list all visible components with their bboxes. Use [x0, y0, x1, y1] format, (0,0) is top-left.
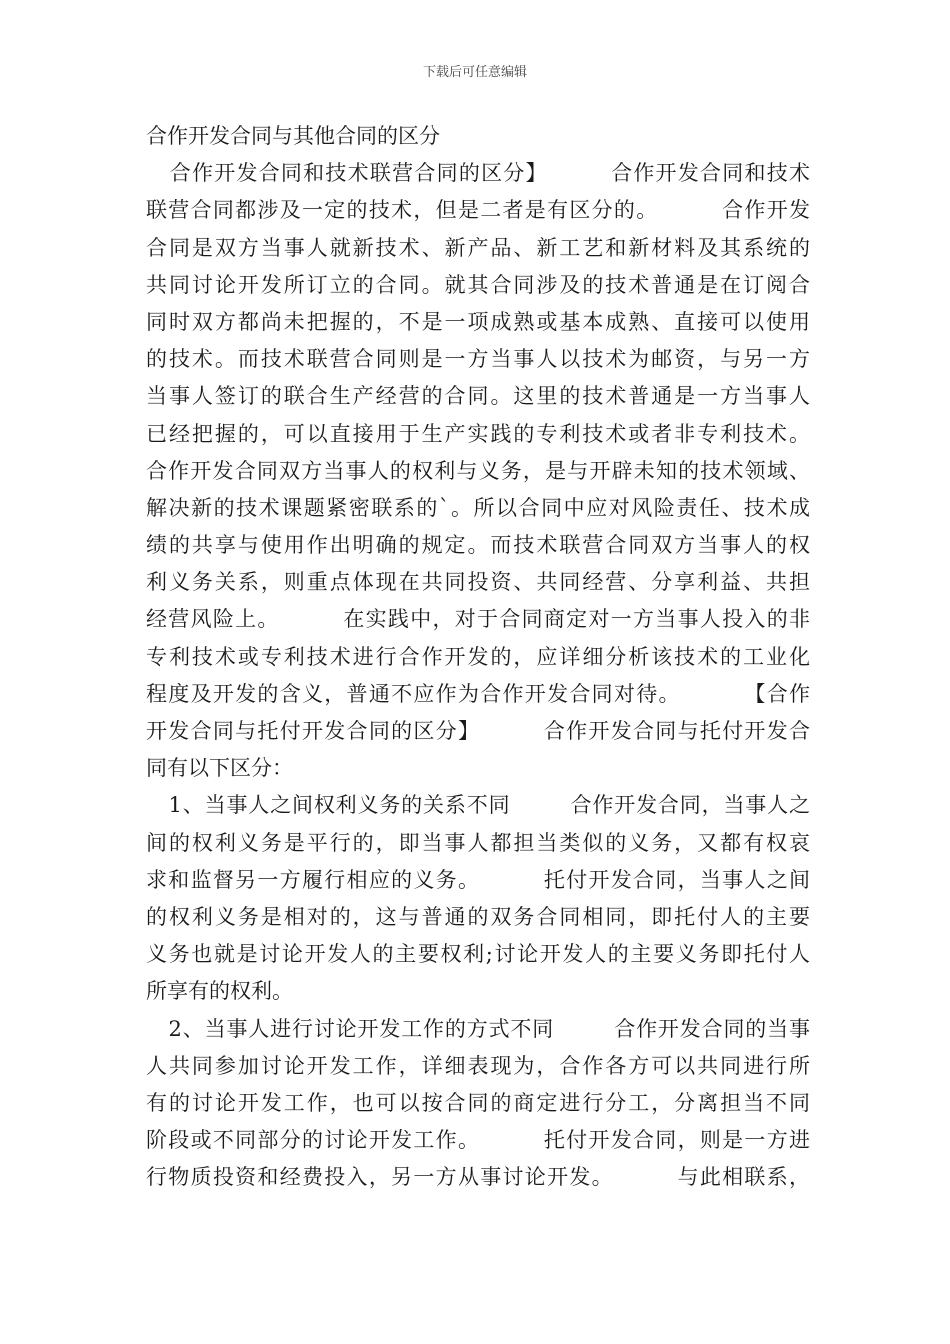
text-line: 有的讨论开发工作，也可以按合同的商定进行分工，分离担当不同	[146, 1090, 810, 1115]
text-line: 解决新的技术课题紧密联系的`。所以合同中应对风险责任、技术成	[146, 495, 810, 520]
text-line: 求和监督另一方履行相应的义务。 托付开发合同，当事人之间	[146, 867, 810, 892]
text-line: 利义务关系，则重点体现在共同投资、共同经营、分享利益、共担	[146, 570, 810, 595]
text-line: 行物质投资和经费投入，另一方从事讨论开发。 与此相联系，	[146, 1165, 810, 1190]
text-line: 的权利义务是相对的，这与普通的双务合同相同，即托付人的主要	[146, 904, 810, 929]
text-line: 2、当事人进行讨论开发工作的方式不同 合作开发合同的当事	[146, 1016, 810, 1041]
text-line: 人共同参加讨论开发工作，详细表现为，合作各方可以共同进行所	[146, 1053, 810, 1078]
document-body	[146, 118, 810, 1196]
text-line: 1、当事人之间权利义务的关系不同 合作开发合同，当事人之	[146, 793, 810, 818]
text-line: 开发合同与托付开发合同的区分】 合作开发合同与托付开发合	[146, 719, 810, 743]
text-line: 经营风险上。 在实践中，对于合同商定对一方当事人投入的非	[146, 607, 810, 632]
text-line: 已经把握的，可以直接用于生产实践的专利技术或者非专利技术。	[146, 421, 810, 446]
text-line: 合同是双方当事人就新技术、新产品、新工艺和新材料及其系统的	[146, 235, 810, 260]
document-title: 合作开发合同与其他合同的区分	[146, 124, 440, 148]
text-line: 合作开发合同和技术联营合同的区分】 合作开发合同和技术	[146, 161, 810, 186]
text-line: 合作开发合同双方当事人的权利与义务，是与开辟未知的技术领域、	[146, 458, 810, 483]
text-line: 间的权利义务是平行的，即当事人都担当类似的义务，又都有权哀	[146, 830, 810, 855]
text-line: 同有以下区分：	[146, 756, 293, 781]
text-line: 绩的共享与使用作出明确的规定。而技术联营合同双方当事人的权	[146, 533, 810, 558]
text-line: 所享有的权利。	[146, 979, 293, 1004]
text-line: 联营合同都涉及一定的技术，但是二者是有区分的。 合作开发	[146, 198, 810, 223]
text-line: 的技术。而技术联营合同则是一方当事人以技术为邮资，与另一方	[146, 347, 810, 372]
text-line: 阶段或不同部分的讨论开发工作。 托付开发合同，则是一方进	[146, 1128, 810, 1153]
text-line: 当事人签订的联合生产经营的合同。这里的技术普通是一方当事人	[146, 384, 810, 409]
text-line: 共同讨论开发所订立的合同。就其合同涉及的技术普通是在订阅合	[146, 272, 810, 297]
text-line: 程度及开发的含义，普通不应作为合作开发合同对待。 【合作	[146, 681, 810, 706]
header-note: 下载后可任意编辑	[422, 65, 527, 80]
text-line: 同时双方都尚未把握的，不是一项成熟或基本成熟、直接可以使用	[146, 309, 810, 334]
text-line: 专利技术或专利技术进行合作开发的，应详细分析该技术的工业化	[146, 644, 810, 669]
text-line: 义务也就是讨论开发人的主要权利;讨论开发人的主要义务即托付人	[146, 942, 810, 967]
